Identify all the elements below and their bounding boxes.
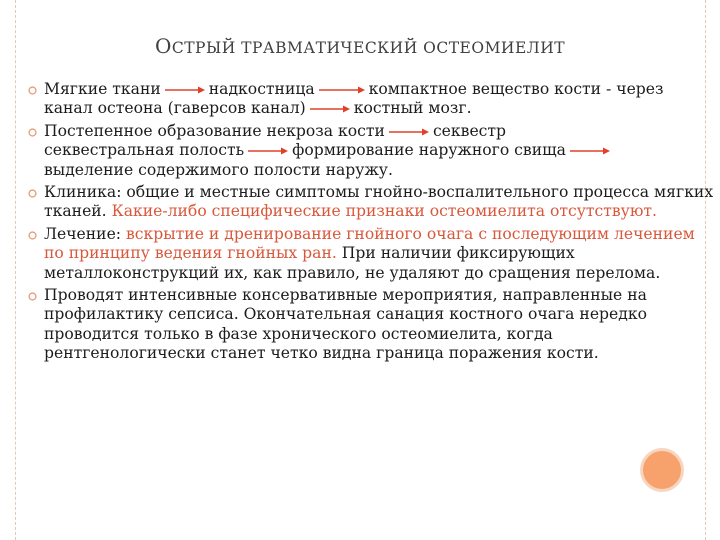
right-arrow-icon: [389, 128, 429, 136]
hollow-circle-bullet-icon: [28, 189, 37, 198]
b2-text-4: формирование наружного свища: [292, 141, 566, 160]
b5-text-1: Проводят интенсивные консервативные мероприятия, направленные на профилактику сепсиса. Окончательная санация костного очага нередко проводится только в фазе хронического остеомиелита, когда рентгенологически станет четко видна граница поражения кости.: [44, 286, 648, 363]
b1-text-2: надкостница: [208, 80, 315, 98]
b2-text-1: Постепенное образование некроза кости: [44, 121, 385, 140]
bullet-list: [24, 80, 714, 367]
hollow-circle-bullet-icon: [28, 292, 37, 301]
b2-text-2: секвестр: [432, 121, 507, 140]
b1-text-1: Мягкие ткани: [44, 80, 161, 98]
slide-border-left: [15, 0, 16, 540]
b2-text-3: секвестральная полость: [44, 141, 245, 160]
bullet-item-2: [24, 122, 714, 180]
hollow-circle-bullet-icon: [28, 231, 37, 240]
b4-text-3: При наличии фиксирующих металлоконструкций их, как правило, не удаляют до сращения перелома.: [44, 244, 661, 282]
slide-title: [0, 34, 720, 58]
b2-text-5: выделение содержимого полости наружу.: [44, 160, 393, 179]
b3-text-2: Какие-либо специфические признаки остеомиелита отсутствуют.: [111, 202, 658, 221]
decorative-orange-circle: [640, 448, 684, 492]
b4-text-1: Лечение:: [44, 224, 122, 243]
b3-text-1: Клиника: общие и местные симптомы гнойно-воспалительного процесса мягких тканей.: [44, 183, 714, 221]
hollow-circle-bullet-icon: [28, 86, 37, 95]
right-arrow-icon: [165, 86, 205, 94]
right-arrow-icon: [319, 86, 365, 94]
right-arrow-icon: [248, 147, 288, 155]
bullet-item-5: [24, 286, 714, 364]
b1-text-3: компактное вещество кости - через канал остеона (гаверсов канал): [44, 80, 664, 118]
bullet-item-3: [24, 183, 714, 222]
bullet-item-1: [24, 80, 714, 119]
b4-text-2: вскрытие и дренирование гнойного очага с последующим лечением по принципу ведения гнойных ран.: [44, 224, 695, 263]
bullet-item-4: [24, 225, 714, 283]
title-first-letter: О: [154, 34, 172, 58]
right-arrow-icon: [570, 147, 610, 155]
right-arrow-icon: [310, 105, 350, 113]
b1-text-4: костный мозг.: [353, 99, 472, 118]
hollow-circle-bullet-icon: [28, 128, 37, 137]
title-rest: СТРЫЙ ТРАВМАТИЧЕСКИЙ ОСТЕОМИЕЛИТ: [171, 39, 566, 57]
